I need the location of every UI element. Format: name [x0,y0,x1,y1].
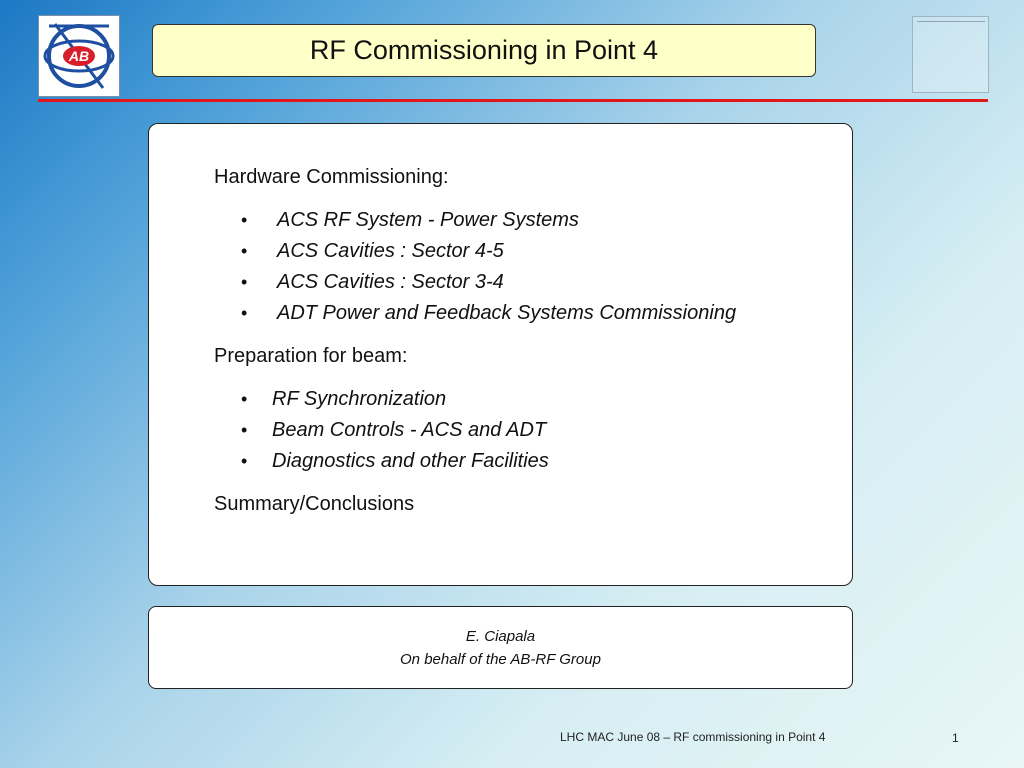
preparation-heading: Preparation for beam: [214,345,408,367]
thumbnail-line [917,21,985,22]
slide-title-box [152,24,816,77]
bullet-icon: • [241,389,248,409]
bullet-icon: • [241,241,248,261]
bullet-icon: • [241,210,248,230]
agenda-box [148,123,853,586]
bullet-icon: • [241,451,248,471]
bullet-icon: • [241,303,248,323]
list-item: • ACS Cavities : Sector 3-4 [214,267,834,298]
thumbnail-placeholder [912,16,989,93]
page-number: 1 [952,731,959,745]
bullet-icon: • [241,272,248,292]
logo-text: AB [68,48,90,64]
preparation-list [214,384,834,477]
author-affiliation: On behalf of the AB-RF Group [400,650,601,668]
bullet-icon: • [241,420,248,440]
header-divider [38,99,988,102]
list-item: • Beam Controls - ACS and ADT [214,415,834,446]
list-item: • ACS RF System - Power Systems [214,205,834,236]
agenda-content [214,166,834,532]
ab-logo-icon [39,16,119,96]
author-box [148,606,853,689]
slide-title: RF Commissioning in Point 4 [309,35,659,65]
list-item: • ADT Power and Feedback Systems Commissioning [214,298,834,329]
list-item: • Diagnostics and other Facilities [214,446,834,477]
author-name: E. Ciapala [465,627,536,645]
summary-heading: Summary/Conclusions [214,493,415,515]
hardware-list [214,205,834,329]
list-item: • ACS Cavities : Sector 4-5 [214,236,834,267]
hardware-heading: Hardware Commissioning: [214,166,449,188]
footer-text: LHC MAC June 08 – RF commissioning in Point 4 [560,730,826,744]
ab-logo [38,15,120,97]
list-item: • RF Synchronization [214,384,834,415]
